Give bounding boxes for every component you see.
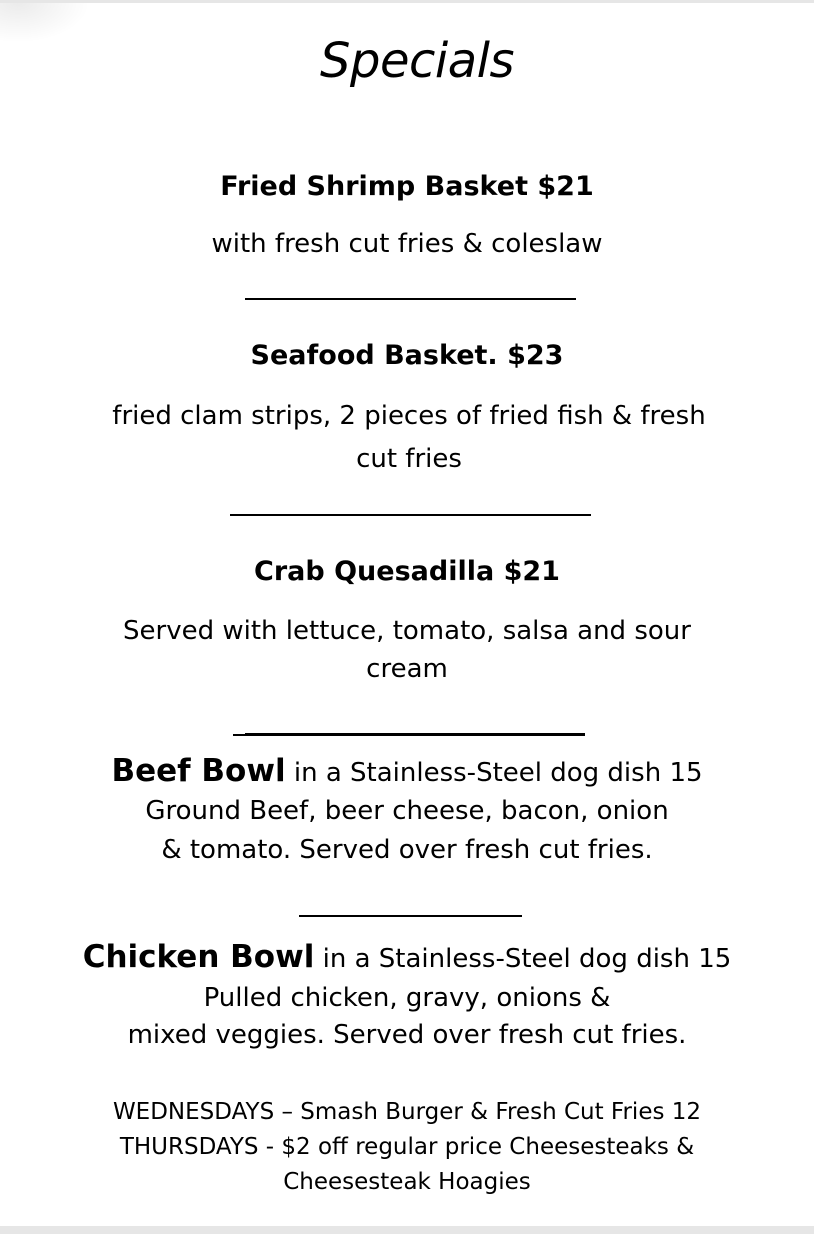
divider-short bbox=[233, 734, 245, 736]
bowl-description-chicken-line-2: mixed veggies. Served over fresh cut fries. bbox=[127, 1020, 687, 1050]
menu-item-description-seafood-line-1: fried clam strips, 2 pieces of fried fish & fresh bbox=[112, 401, 706, 431]
weekly-special-thursday-line-2: Cheesesteak Hoagies bbox=[283, 1169, 531, 1195]
divider bbox=[299, 915, 522, 917]
bowl-name-chicken: Chicken Bowl bbox=[82, 939, 315, 975]
bowl-name-beef: Beef Bowl bbox=[111, 753, 286, 789]
bowl-description-chicken-line-1: Pulled chicken, gravy, onions & bbox=[203, 983, 611, 1013]
bowl-served-in-chicken: in a Stainless-Steel dog dish 15 bbox=[314, 944, 732, 974]
bowl-heading-beef bbox=[0, 751, 814, 793]
menu-item-name-crab-quesadilla: Crab Quesadilla $21 bbox=[254, 556, 560, 587]
menu-item-description-crab-line-2: cream bbox=[366, 654, 448, 684]
bowl-description-beef-line-2: & tomato. Served over fresh cut fries. bbox=[161, 835, 653, 865]
menu-item-name-seafood-basket: Seafood Basket. $23 bbox=[250, 340, 564, 371]
divider bbox=[245, 298, 576, 300]
bowl-description-beef-line-1: Ground Beef, beer cheese, bacon, onion bbox=[145, 796, 669, 826]
menu-item-description-seafood-line-2: cut fries bbox=[356, 444, 462, 474]
divider bbox=[245, 733, 585, 736]
bowl-served-in-beef: in a Stainless-Steel dog dish 15 bbox=[285, 758, 703, 788]
divider bbox=[230, 514, 591, 516]
menu-item-name-fried-shrimp: Fried Shrimp Basket $21 bbox=[220, 171, 594, 202]
weekly-special-thursday-line-1: THURSDAYS - $2 off regular price Cheesesteaks & bbox=[119, 1134, 695, 1160]
bowl-heading-chicken bbox=[0, 937, 814, 979]
menu-item-description-fried-shrimp: with fresh cut fries & coleslaw bbox=[211, 229, 603, 259]
menu-page bbox=[0, 3, 814, 1226]
weekly-special-wednesday: WEDNESDAYS – Smash Burger & Fresh Cut Fries 12 bbox=[112, 1099, 702, 1125]
page-title: Specials bbox=[320, 33, 514, 89]
menu-item-description-crab-line-1: Served with lettuce, tomato, salsa and sour bbox=[123, 616, 691, 646]
